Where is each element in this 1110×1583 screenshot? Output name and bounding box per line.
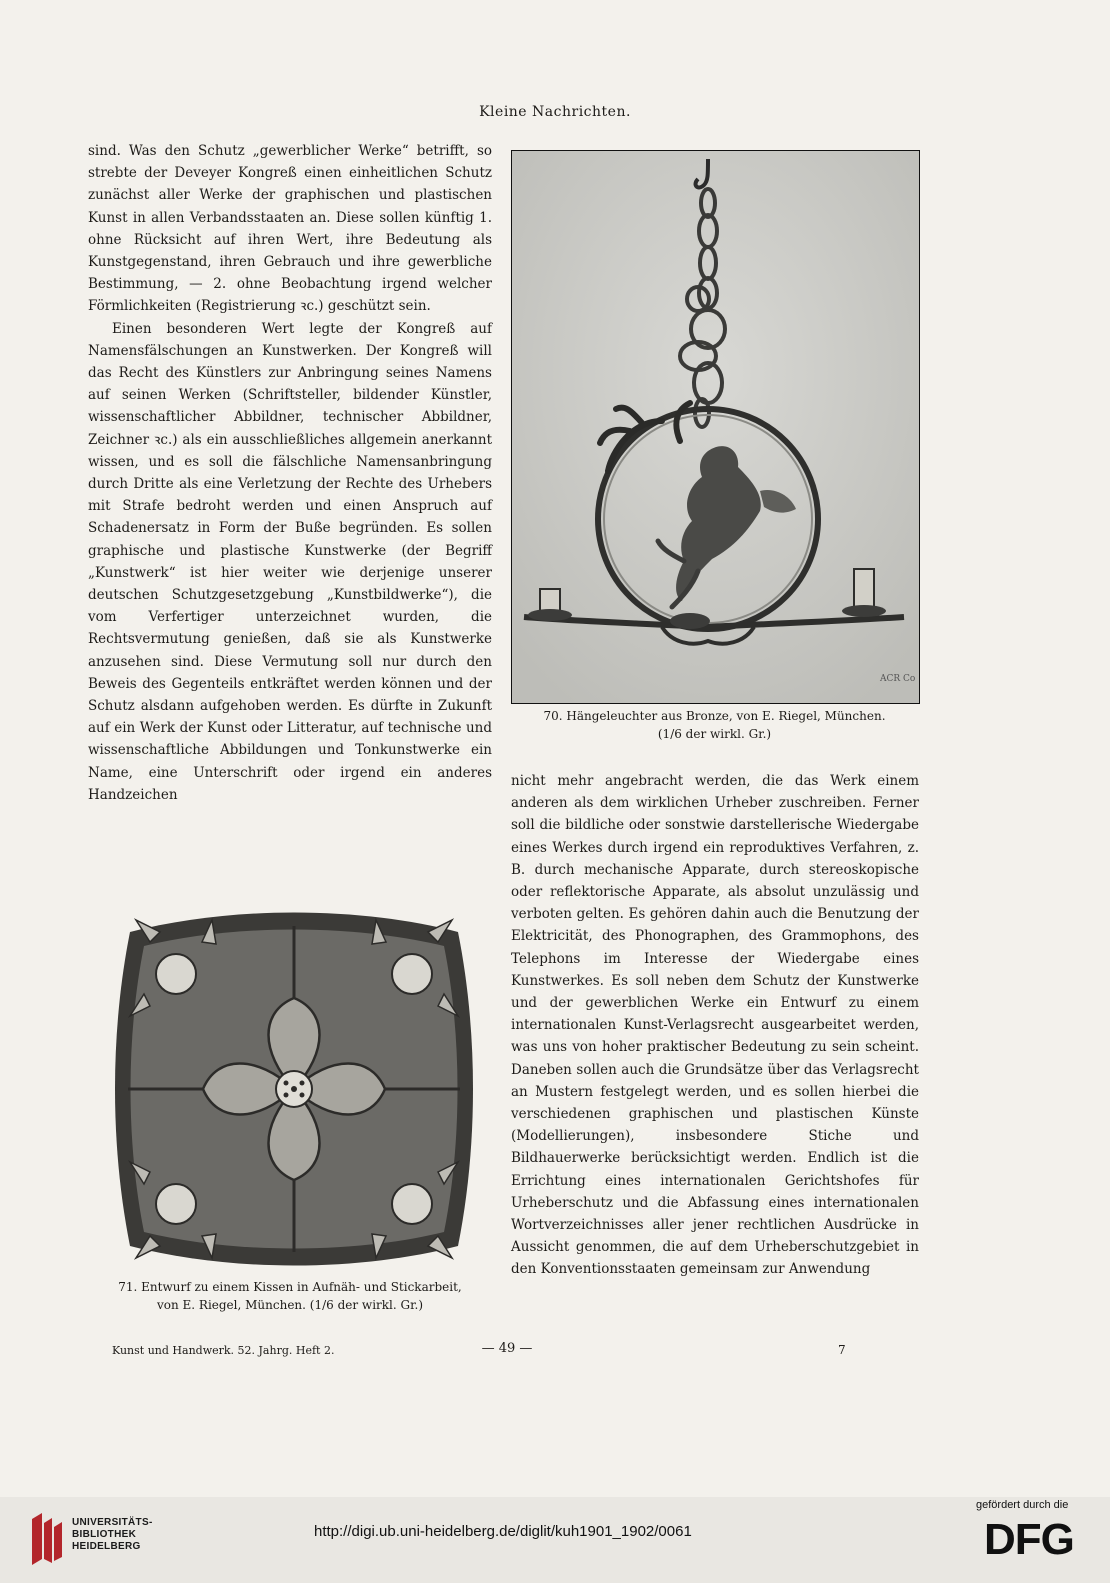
caption-line: 71. Entwurf zu einem Kissen in Aufnäh- und Stickarbeit, (118, 1280, 462, 1294)
chandelier-illustration (512, 151, 919, 703)
caption-line: 70. Hängeleuchter aus Bronze, von E. Riegel, München. (543, 709, 886, 723)
figure-71-caption (88, 1278, 492, 1314)
left-text-column (88, 140, 492, 806)
library-name-line: HEIDELBERG (72, 1541, 141, 1552)
funding-label: gefördert durch die (976, 1499, 1069, 1511)
caption-line: von E. Riegel, München. (1/6 der wirkl. Gr.) (156, 1298, 424, 1312)
digitization-footer-bar (0, 1497, 1110, 1583)
caption-line: (1/6 der wirkl. Gr.) (657, 727, 772, 741)
figure-70-caption (511, 707, 918, 743)
library-name-line: UNIVERSITÄTS- (72, 1517, 153, 1528)
dfg-logo: DFG (984, 1515, 1074, 1564)
library-name-line: BIBLIOTHEK (72, 1529, 137, 1540)
signature-mark: 7 (838, 1343, 846, 1357)
paragraph: sind. Was den Schutz „gewerblicher Werke“ betrifft, so strebte der Deveyer Kongreß einen einheitlichen Schutz zunächst aller Werke der graphischen und plastischen Kunst in allen Verbandsstaaten an. Diese sollen künftig 1. ohne Rücksicht auf ihren Wert, ihre Bedeutung als Kunstgegenstand, ihren Gebrauch und ihre gewerbliche Bestimmung, — 2. ohne Beobachtung irgend welcher Förmlichkeiten (Registrierung ꝛc.) geschützt sein. (88, 143, 492, 315)
figure-70-chandelier-photo (511, 150, 920, 704)
source-url-link[interactable]: http://digi.ub.uni-heidelberg.de/diglit/kuh1901_1902/0061 (314, 1523, 692, 1540)
running-head: Kleine Nachrichten. (479, 104, 631, 120)
artist-monogram: ACR Co (880, 674, 916, 684)
cushion-illustration (110, 902, 478, 1276)
page-number: — 49 — (481, 1341, 533, 1356)
paragraph: Einen besonderen Wert legte der Kongreß auf Namensfälschungen an Kunstwerken. Der Kongreß will das Recht des Künstlers zur Anbringung seines Namens auf seinen Werken (Schriftsteller, bildender Künstler, wissenschaftlicher Abbildner, technischer Abbildner, Zeichner ꝛc.) als ein ausschließliches allgemein anerkannt wissen, und es soll die fälschliche Namensanbringung durch Dritte als eine Verletzung der Rechte des Urhebers mit Strafe bedroht werden und einen Anspruch auf Schadenersatz in Form der Buße begründen. Es sollen graphische und plastische Kunstwerke (der Begriff „Kunstwerk“ ist hier weiter wie derjenige unserer deutschen Schutzgesetzgebung „Kunstbildwerke“), die vom Verfertiger unterzeichnet wurden, die Rechtsvermutung genießen, daß sie als Kunstwerke anzusehen sind. Diese Vermutung soll nur durch den Beweis des Gegenteils entkräftet werden können und der Schutz alsdann aufgehoben werden. Es dürfte in Zukunft auf ein Werk der Kunst oder Litteratur, auf technische und wissenschaftliche Abbildungen und Tonkunstwerke ein Name, eine Unterschrift oder irgend ein anderes Handzeichen (88, 320, 492, 803)
library-name (72, 1517, 153, 1553)
figure-71-cushion-design (110, 902, 478, 1276)
university-library-logo-icon (30, 1513, 64, 1565)
paragraph: nicht mehr angebracht werden, die das Werk einem anderen als dem wirklichen Urheber zuschreiben. Ferner soll die bildliche oder sonstwie darstellerische Wiedergabe eines Werkes durch irgend ein reproduktives Verfahren, z. B. durch mechanische Apparate, durch stereoskopische oder reflektorische Apparate, als absolut unzulässig und verboten gelten. Es gehören dahin auch die Benutzung der Elektricität, des Phonographen, des Grammophons, des Telephons im Interesse der Wiedergabe eines Kunstwerkes. Es soll neben dem Schutz der Kunstwerke und der gewerblichen Werke ein Entwurf zu einem internationalen Kunst-Verlagsrecht ausgearbeitet werden, was uns von hoher praktischer Bedeutung zu sein scheint. Daneben sollen auch die Grundsätze über das Verlagsrecht an Mustern festgelegt werden, und es sollen hierbei die verschiedenen graphischen und plastischen Künste (Modellierungen), insbesondere Stiche und Bildhauerwerke berücksichtigt werden. Endlich ist die Errichtung eines internationalen Gerichtshofes für Urheberschutz und die Abfassung eines internationalen Wortverzeichnisses aller jener rechtlichen Ausdrücke in Aussicht genommen, die auf dem Urheberschutzgebiet in den Konventionsstaaten gemeinsam zur Anwendung (511, 773, 919, 1278)
right-text-column (511, 770, 919, 1281)
journal-footer: Kunst und Handwerk. 52. Jahrg. Heft 2. (112, 1344, 335, 1357)
